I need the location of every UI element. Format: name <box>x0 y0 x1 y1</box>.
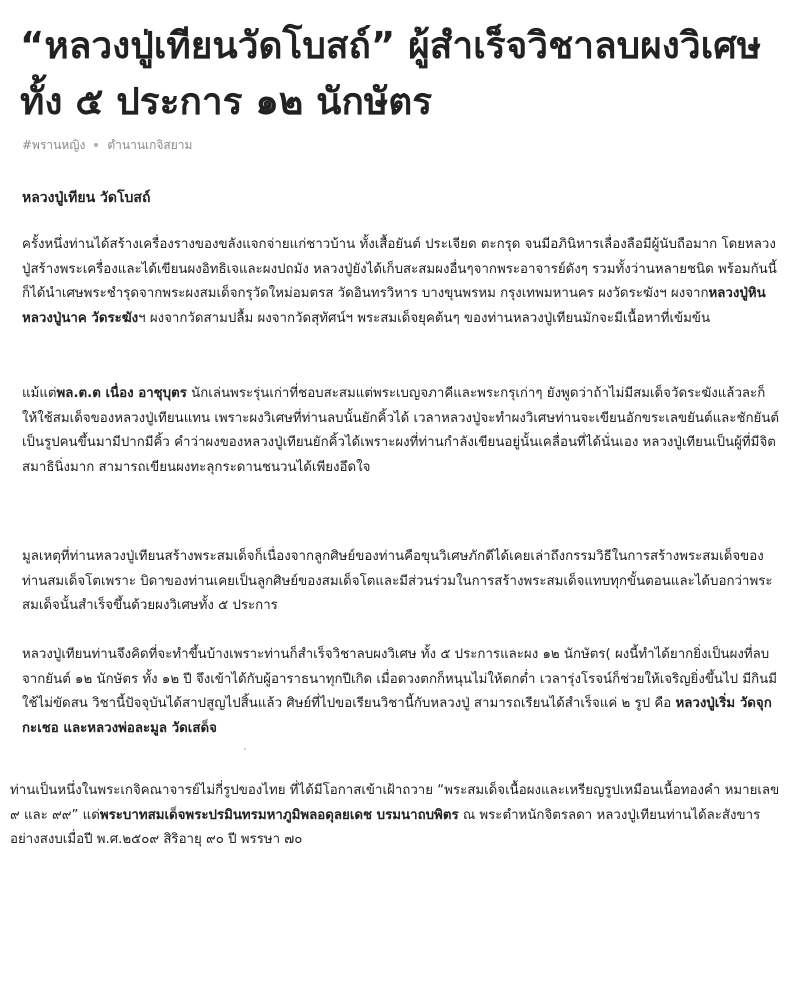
paragraph-text: ณ พระตำหนักจิตรลดา หลวงปู่เทียนท่านได้ละสังขารอย่างสงบเมื่อปี พ.ศ.๒๕๐๙ สิริอายุ ๙๐ ปี พรรษา ๗๐ <box>10 807 761 847</box>
article-meta <box>22 136 192 154</box>
paragraph-bold-text: พระบาทสมเด็จพระปรมินทรมหาภูมิพลอดุลยเดช บรมนาถบพิตร <box>99 807 459 823</box>
paragraph-2 <box>22 382 780 480</box>
paragraph-text: นักเล่นพระรุ่นเก่าที่ชอบสะสมแต่พระเบญจภาคีและพระกรุเก่าๆ ยังพูดว่าถ้าไม่มีสมเด็จวัดระฆังแล้วละก็ให้ใช้สมเด็จของหลวงปู่เทียนแทน เพราะผงวิเศษที่ท่านลบนั้นยักคิ้วได้ เวลาหลวงปู่จะทำผงวิเศษท่านจะเขียนอักขระเลขยันต์และชักยันต์เป็นรูปคนขึ้นมามีปากมีคิ้ว คำว่าผงของหลวงปู่เทียนยักคิ้วได้เพราะผงที่ท่านกำลังเขียนอยู่นั้นเคลื่อนที่ได้นั่นเอง หลวงปู่เทียนเป็นผู้ที่มีจิตสมาธินิ่งมาก สามารถเขียนผงทะลุกระดานชนวนได้เพียงอึดใจ <box>22 386 780 475</box>
paragraph-5 <box>10 779 780 853</box>
category-link[interactable]: ตำนานเกจิสยาม <box>107 138 193 152</box>
divider-dot <box>244 748 246 750</box>
paragraph-text: มูลเหตุที่ท่านหลวงปู่เทียนสร้างพระสมเด็จก็เนื่องจากลูกศิษย์ของท่านคือขุนวิเศษภักดีได้เคยเล่าถึงกรรมวิธีในการสร้างพระสมเด็จของท่านสมเด็จโตเพราะ บิดาของท่านเคยเป็นลูกศิษย์ของสมเด็จโตและมีส่วนร่วมในการสร้างพระสมเด็จแทบทุกขั้นตอนและได้บอกว่าพระสมเด็จนั้นสำเร็จขึ้นด้วยผงวิเศษทั้ง ๕ ประการ <box>22 549 773 613</box>
paragraph-4 <box>22 643 780 741</box>
paragraph-text: หลวงปู่เทียนท่านจึงคิดที่จะทำขึ้นบ้างเพราะท่านก็สำเร็จวิชาลบผงวิเศษ ทั้ง ๕ ประการและผง ๑๒ นักษัตร( ผงนี้ทำได้ยากยิ่งเป็นผงที่ลบจากยันต์ ๑๒ นักษัตร ทั้ง ๑๒ ปี จึงเข้าได้กับผู้อาราธนาทุกปีเกิด เมื่อดวงตกก็หนุนไม่ให้ตกต่ำ เวลารุ่งโรจน์ก็ช่วยให้เจริญยิ่งขึ้นไป มีกินมีใช้ไม่ขัดสน วิชานี้ปัจจุบันได้สาปสูญไปสิ้นแล้ว ศิษย์ที่ไปขอเรียนวิชานี้กับหลวงปู่ สามารถเรียนได้สำเร็จแค่ ๒ รูป คือ <box>22 647 778 711</box>
paragraph-bold-text: หลวงปู่หิน หลวงปู่นาค วัดระฆัง <box>22 286 766 326</box>
paragraph-3 <box>22 545 780 619</box>
paragraph-1 <box>22 233 780 331</box>
separator-dot <box>94 143 98 147</box>
paragraph-text: ฯ ผงจากวัดสามปลื้ม ผงจากวัดสุทัศน์ฯ พระสมเด็จยุคต้นๆ ของท่านหลวงปู่เทียนมักจะมีเนื้อหาที่เข้มข้น <box>138 310 711 326</box>
paragraph-text: ท่านเป็นหนึ่งในพระเกจิคณาจารย์ไม่กี่รูปของไทย ที่ได้มีโอกาสเข้าเฝ้าถวาย “พระสมเด็จเนื้อผงและเหรียญรูปเหมือนเนื้อทองคำ หมายเลข ๙ และ ๙๙” แด่ <box>10 783 780 823</box>
article-subheading: หลวงปู่เทียน วัดโบสถ์ <box>22 190 151 206</box>
paragraph-bold-text: หลวงปู่เริ่ม วัดจุกกะเชอ และหลวงพ่อละมูล วัดเสด็จ <box>22 696 772 736</box>
paragraph-text: แม้แต่ <box>22 386 57 401</box>
tag-link[interactable]: #พรานหญิง <box>22 138 86 152</box>
paragraph-text: ครั้งหนึ่งท่านได้สร้างเครื่องรางของขลังแจกจ่ายแก่ชาวบ้าน ทั้งเสื้อยันต์ ประเจียด ตะกรุด จนมีอภินิหารเลื่องลือมีผู้นับถือมาก โดยหลวงปู่สร้างพระเครื่องและได้เขียนผงอิทธิเจและผงปถมัง หลวงปู่ยังได้เก็บสะสมผงอื่นๆจากพระอาจารย์ดังๆ รวมทั้งว่านหลายชนิด พร้อมกันนี้ก็ได้นำเศษพระชำรุดจากพระผงสมเด็จกรุวัดใหม่อมตรส วัดอินทรวิหาร บางขุนพรหม กรุงเทพมหานคร ผงวัดระฆังฯ ผงจาก <box>22 237 777 301</box>
paragraph-bold-text: พล.ต.ต เนื่อง อาชุบุตร <box>56 386 187 401</box>
article-title: “หลวงปู่เทียนวัดโบสถ์” ผู้สำเร็จวิชาลบผงวิเศษ ทั้ง ๕ ประการ ๑๒ นักษัตร <box>20 24 762 123</box>
